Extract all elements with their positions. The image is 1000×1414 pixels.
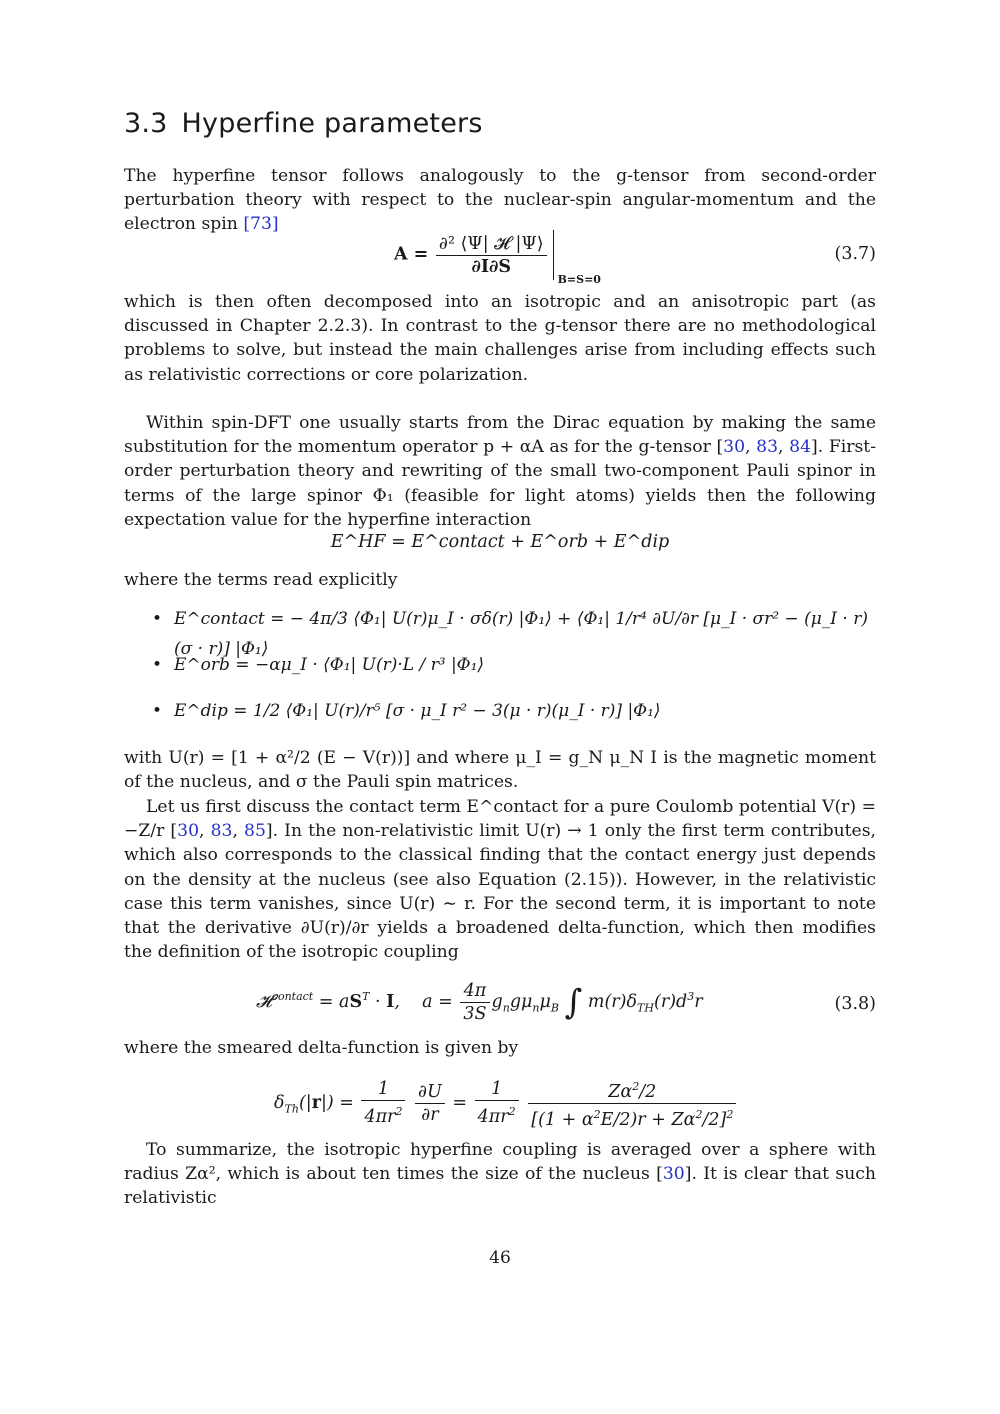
list-item: • E^dip = 1/2 ⟨Φ₁| U(r)/r⁵ [σ · μ_I r² − 3(μ · r)(μ_I · r)] |Φ₁⟩ — [152, 701, 661, 721]
smeared-intro: where the smeared delta-function is given by — [124, 1038, 519, 1058]
section-title: Hyperfine parameters — [181, 108, 483, 139]
equation-3-7: A = $\frac{\text{∂² ⟨Ψ| 𝓗 |Ψ⟩}}{\partial I\partial S}$ B=S=0 (3.7) — [124, 226, 876, 286]
list-item: • E^orb = −αμ_I · ⟨Φ₁| U(r)·L / r³ |Φ₁⟩ — [152, 655, 485, 675]
terms-intro: where the terms read explicitly — [124, 570, 398, 590]
paragraph-definitions: with U(r) = [1 + α²/2 (E − V(r))] and where μ_I = g_N μ_N I is the magnetic moment of the nucleus, and σ the Pauli spin matrices. — [124, 748, 876, 793]
eq37-fraction: $\frac{\text{∂² ⟨Ψ| 𝓗 |Ψ⟩}}{\partial I\partial S}$ — [436, 233, 547, 278]
equation-hf-sum: E^HF = E^contact + E^orb + E^dip — [330, 532, 670, 552]
equation-3-8: 𝓗$^{contact}$ = $aS^T \cdot I$, a = $\frac{4\pi}{3S}$ $g_ng\mu_n\mu_B$ ∫ $m(r)\delta_{TH}(r)d^3r$ (3.8) — [256, 981, 876, 1024]
term-list — [124, 604, 876, 742]
page-number: 46 — [489, 1248, 511, 1268]
citation-link[interactable]: [73] — [243, 214, 279, 235]
paragraph-summary: To summarize, the isotropic hyperfine coupling is averaged over a sphere with radius Zα², which is about ten times the size of the nucleus [30]. It is clear that such relativistic — [124, 1140, 876, 1209]
paragraph-contact-term: Let us first discuss the contact term E^contact for a pure Coulomb potential V(r) = −Z/r [30, 83, 85]. In the non-relativistic limit U(r) → 1 only the first term contributes, which also corresponds to the classical finding that the contact energy just depends on the density at the nucleus (see also Equation (2.15)). However, in the relativistic case this term vanishes, since U(r) ∼ r. For the second term, it is important to note that the derivative ∂U(r)/∂r yields a broadened delta-function, which then modifies the definition of the isotropic coupling — [124, 797, 877, 963]
paragraph-spin-dft: Within spin-DFT one usually starts from the Dirac equation by making the same substitution for the momentum operator p + αA as for the g-tensor [30, 83, 84]. First-order perturbation theory and rewriting of the small two-component Pauli spinor in terms of the large spinor Φ₁ (feasible for light atoms) yields then the following expectation value for the hyperfine interaction — [124, 413, 876, 530]
paragraph-intro: The hyperfine tensor follows analogously to the g-tensor from second-order perturbation theory with respect to the nuclear-spin angular-momentum and the electron spin [73] — [124, 166, 876, 235]
evaluation-bar: B=S=0 — [553, 230, 554, 280]
section-number: 3.3 — [124, 108, 168, 139]
equation-number: (3.8) — [834, 994, 876, 1014]
paragraph-decomposition: which is then often decomposed into an isotropic and an anisotropic part (as discussed in Chapter 2.2.3). In contrast to the g-tensor there are no methodological problems to solve, but instead the main challenges arise from including effects such as relativistic corrections or core polarization. — [124, 292, 876, 385]
list-item: • E^contact = − 4π/3 ⟨Φ₁| U(r)μ_I · σδ(r) |Φ₁⟩ + ⟨Φ₁| 1/r⁴ ∂U/∂r [μ_I · σr² − (μ_I · r)(σ · r)] |Φ₁⟩ — [152, 609, 868, 659]
section-heading — [124, 108, 483, 139]
equation-number: (3.7) — [834, 244, 876, 264]
